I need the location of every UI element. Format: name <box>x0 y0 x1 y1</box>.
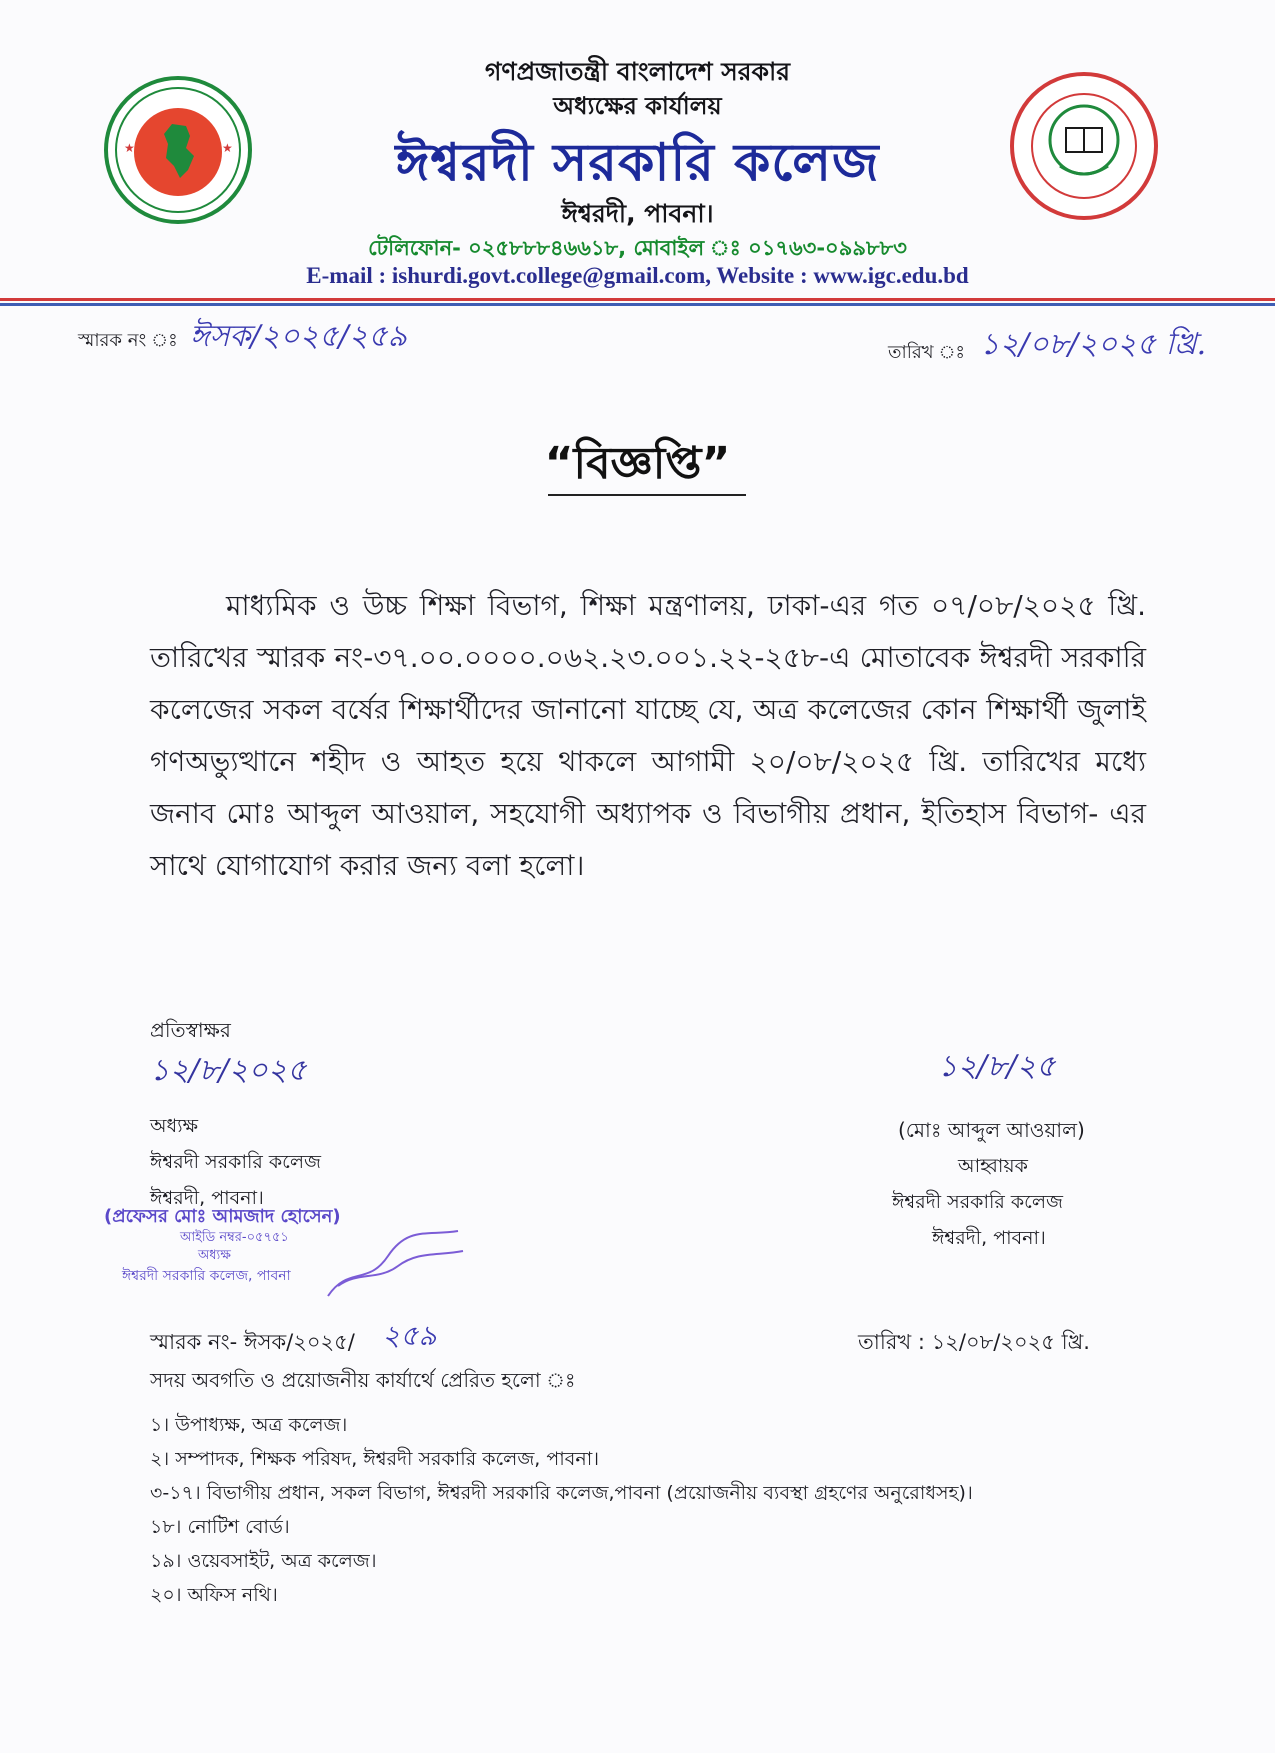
convener-title: আহ্বায়ক <box>958 1155 1028 1177</box>
date-label: তারিখ ঃ <box>888 342 966 363</box>
list-item: ১। উপাধ্যক্ষ, অত্র কলেজ। <box>150 1414 348 1436</box>
college-address: ঈশ্বরদী, পাবনা। <box>561 199 714 228</box>
principal-title: অধ্যক্ষ <box>150 1115 199 1137</box>
principal-place: ঈশ্বরদী, পাবনা। <box>150 1187 264 1209</box>
list-item: ২। সম্পাদক, শিক্ষক পরিষদ, ঈশ্বরদী সরকারি কলেজ, পাবনা। <box>150 1448 600 1470</box>
countersign-label: প্রতিস্বাক্ষর <box>150 1018 231 1042</box>
convener-name: (মোঃ আব্দুল আওয়াল) <box>898 1118 1085 1142</box>
forwarding-intro: সদয় অবগতি ও প্রয়োজনীয় কার্যার্থে প্রেরিত হলো ঃ <box>150 1368 576 1392</box>
seal-signature-scribble <box>318 1226 468 1306</box>
header-divider-red <box>0 298 1275 301</box>
list-item: ৩-১৭। বিভাগীয় প্রধান, সকল বিভাগ, ঈশ্বরদী সরকারি কলেজ,পাবনা (প্রয়োজনীয় ব্যবস্থা গ্রহণের অনুরোধসহ)। <box>150 1482 973 1504</box>
notice-body: মাধ্যমিক ও উচ্চ শিক্ষা বিভাগ, শিক্ষা মন্ত্রণালয়, ঢাকা-এর গত ০৭/০৮/২০২৫ খ্রি. তারিখের স্মারক নং-৩৭.০০.০০০০.০৬২.২৩.০০১.২২-২৫৮-এ মোতাবেক ঈশ্বরদী সরকারি কলেজের সকল বর্ষের শিক্ষার্থীদের জানানো যাচ্ছে যে, অত্র কলেজের কোন শিক্ষার্থী জুলাই গণঅভ্যুত্থানে শহীদ ও আহত হয়ে থাকলে আগামী ২০/০৮/২০২৫ খ্রি. তারিখের মধ্যে জনাব মোঃ আব্দুল আওয়াল, সহযোগী অধ্যাপক ও বিভাগীয় প্রধান, ইতিহাস বিভাগ- এর সাথে যোগাযোগ করার জন্য বলা হলো। <box>150 589 1146 882</box>
list-item: ১৮। নোটিশ বোর্ড। <box>150 1516 290 1538</box>
seal-id: আইডি নম্বর-০৫৭৫১ <box>180 1230 289 1245</box>
forwarding-memo-label: স্মারক নং- ঈসক/২০২৫/ <box>150 1330 355 1354</box>
seal-name: (প্রফেসর মোঃ আমজাদ হোসেন) <box>104 1206 341 1227</box>
government-heading: গণপ্রজাতন্ত্রী বাংলাদেশ সরকার <box>485 57 790 86</box>
convener-college: ঈশ্বরদী সরকারি কলেজ <box>892 1191 1063 1213</box>
forwarding-date: তারিখ : ১২/০৮/২০২৫ খ্রি. <box>858 1330 1090 1354</box>
header-divider-blue <box>0 303 1275 306</box>
contact-phone: টেলিফোন- ০২৫৮৮৮৪৬৬১৮, মোবাইল ঃ ০১৭৬৩-০৯৯৮৮৩ <box>368 236 907 260</box>
convener-place: ঈশ্বরদী, পাবনা। <box>932 1227 1046 1249</box>
date-handwritten: ১২/০৮/২০২৫ খ্রি. <box>980 327 1207 362</box>
contact-email-website: E-mail : ishurdi.govt.college@gmail.com, Website : www.igc.edu.bd <box>306 263 969 288</box>
distribution-list <box>150 1408 973 1612</box>
college-name: ঈশ্বরদী সরকারি কলেজ <box>395 133 880 193</box>
forwarding-memo-handwritten: ২৫৯ <box>382 1319 437 1352</box>
memo-label: স্মারক নং ঃ <box>78 330 178 351</box>
memo-number-handwritten: ঈসক/২০২৫/২৫৯ <box>190 319 408 354</box>
seal-title: অধ্যক্ষ <box>198 1248 231 1263</box>
principal-signature: ১২/৮/২০২৫ <box>150 1053 307 1088</box>
svg-text:★: ★ <box>222 141 233 155</box>
list-item: ১৯। ওয়েবসাইট, অত্র কলেজ। <box>150 1550 377 1572</box>
seal-college: ঈশ্বরদী সরকারি কলেজ, পাবনা <box>122 1268 291 1284</box>
convener-signature: ১২/৮/২৫ <box>938 1049 1056 1084</box>
svg-text:★: ★ <box>124 141 135 155</box>
list-item: ২০। অফিস নথি। <box>150 1584 278 1606</box>
title-underline <box>548 494 746 496</box>
notice-title: “বিজ্ঞপ্তি” <box>544 438 731 489</box>
office-heading: অধ্যক্ষের কার্যালয় <box>553 92 722 120</box>
principal-college: ঈশ্বরদী সরকারি কলেজ <box>150 1151 321 1173</box>
